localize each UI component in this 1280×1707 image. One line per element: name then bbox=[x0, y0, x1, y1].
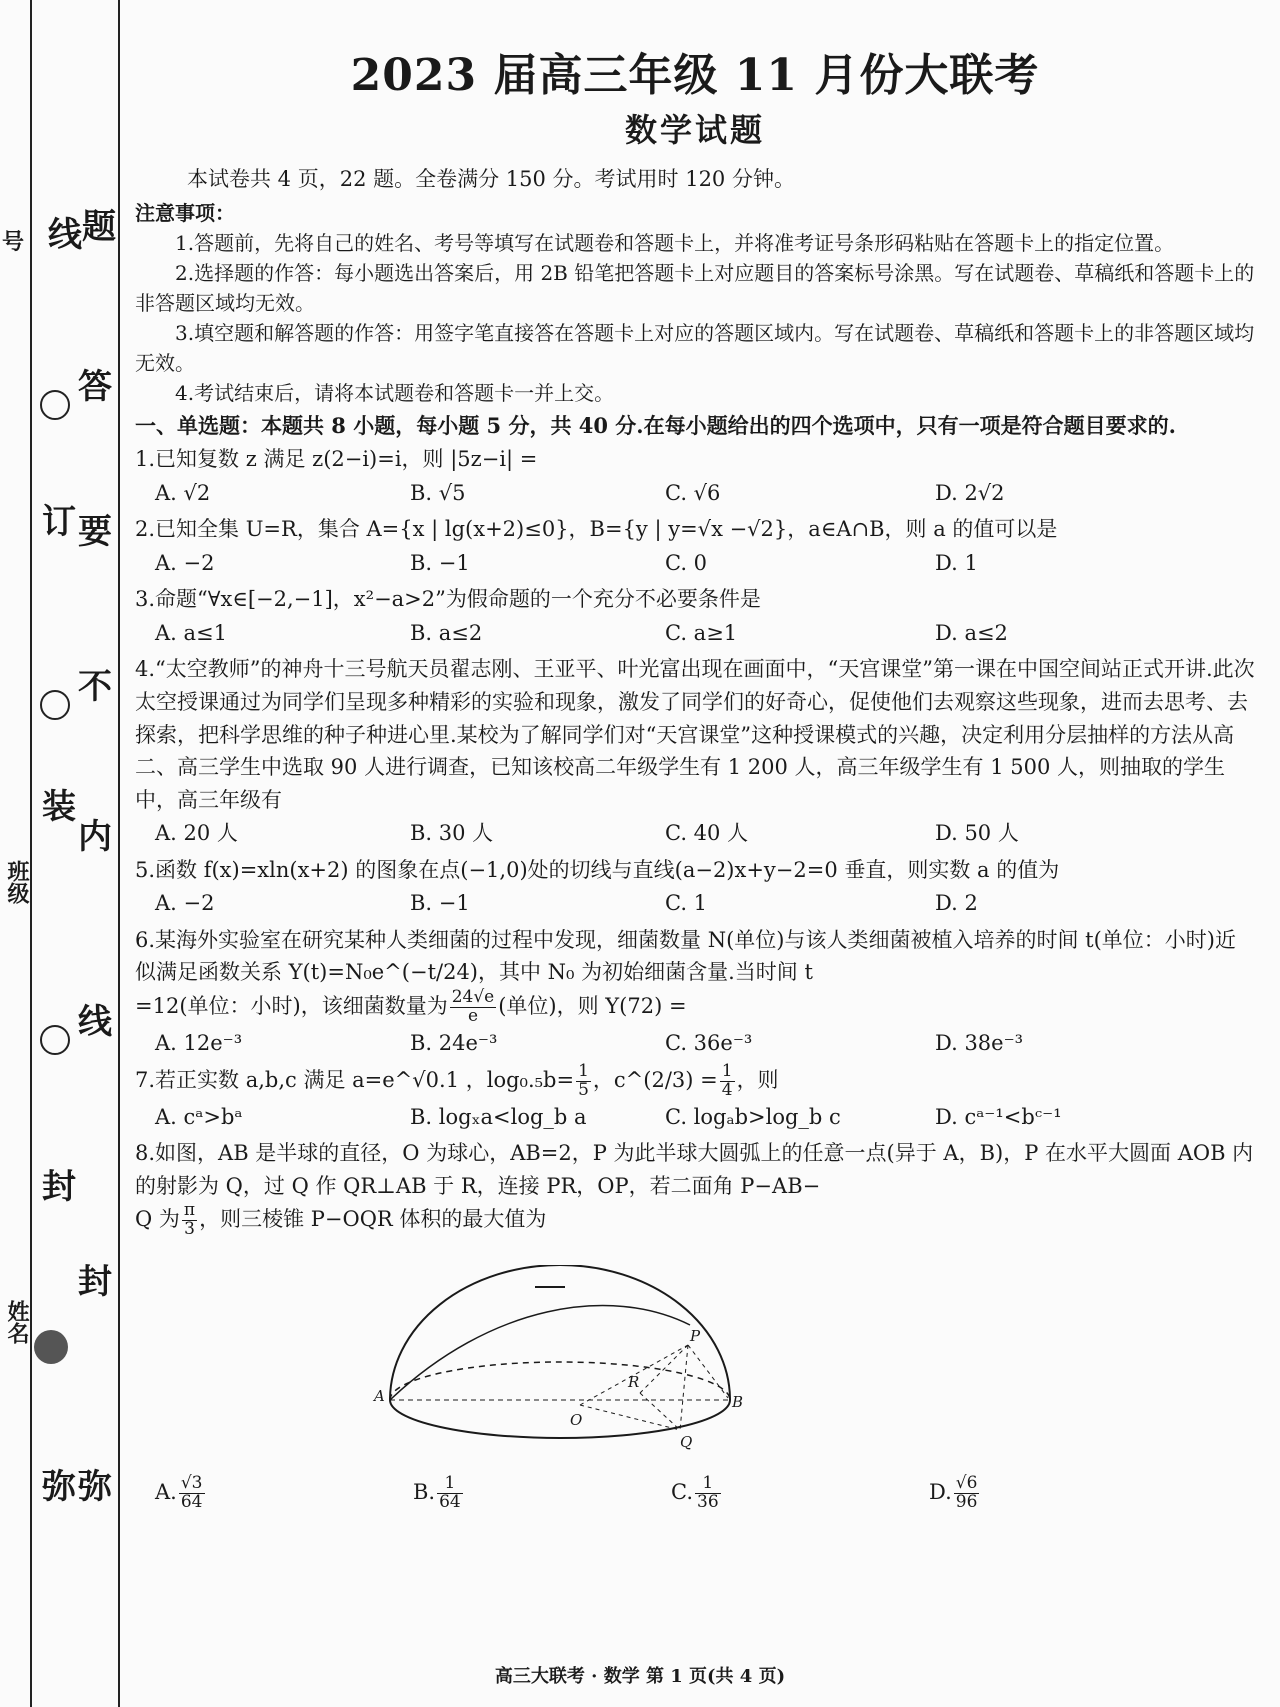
segment-pb bbox=[688, 1345, 728, 1398]
exam-page bbox=[135, 50, 1255, 1239]
question-7-text-c: ，则 bbox=[736, 1067, 779, 1092]
option-c: C. 1 bbox=[665, 891, 708, 916]
fraction bbox=[179, 1475, 205, 1512]
fraction-denominator: e bbox=[467, 1005, 478, 1026]
point-label-o: O bbox=[570, 1411, 583, 1429]
seal-char: 题 bbox=[82, 207, 116, 247]
fraction bbox=[576, 1063, 591, 1100]
seal-char: 线 bbox=[78, 1002, 112, 1042]
seal-char: 订 bbox=[42, 502, 76, 542]
fraction bbox=[182, 1202, 197, 1239]
note-item: 3.填空题和解答题的作答：用签字笔直接答在答题卡上对应的答题区域内。写在试题卷、草稿纸和答题卡上的非答题区域均无效。 bbox=[135, 320, 1255, 375]
seal-char: 要 bbox=[78, 512, 112, 552]
option-letter: A. bbox=[155, 1479, 177, 1504]
binding-field-number: 号 bbox=[2, 229, 25, 255]
hemisphere-arc bbox=[390, 1265, 730, 1400]
base-circle-back bbox=[390, 1362, 730, 1400]
fraction-numerator: √3 bbox=[180, 1473, 203, 1493]
fraction bbox=[954, 1475, 980, 1512]
segment-rq bbox=[640, 1393, 680, 1430]
question-2-stem: 2.已知全集 U=R，集合 A={x | lg(x+2)≤0}，B={y | y=√x −√2}，a∈A∩B，则 a 的值可以是 bbox=[135, 517, 1058, 542]
seal-circle bbox=[40, 390, 70, 420]
note-item: 4.考试结束后，请将本试题卷和答题卡一并上交。 bbox=[175, 380, 615, 405]
option-a: A. 12e⁻³ bbox=[155, 1030, 243, 1055]
option-c: C. logₐb>log_b c bbox=[665, 1104, 841, 1129]
option-c: C. 0 bbox=[665, 550, 708, 575]
seal-char: 不 bbox=[78, 667, 112, 707]
option-letter: B. bbox=[413, 1479, 436, 1504]
question-7-text-a: 7.若正实数 a,b,c 满足 a=e^√0.1 ，log₀.₅b= bbox=[135, 1067, 575, 1092]
option-letter: C. bbox=[671, 1479, 693, 1504]
seal-circle bbox=[40, 1025, 70, 1055]
option-d: D. 1 bbox=[935, 550, 978, 575]
option-b bbox=[413, 1475, 671, 1512]
binding-line-outer bbox=[30, 0, 32, 1707]
question-2-options bbox=[135, 548, 1255, 580]
seal-char: 封 bbox=[78, 1262, 112, 1302]
question-6-text-b: =12(单位：小时)，该细菌数量为 bbox=[135, 993, 448, 1018]
question-4-stem: 4.“太空教师”的神舟十三号航天员翟志刚、王亚平、叶光富出现在画面中，“天宫课堂”第一课在中国空间站正式开讲.此次太空授课通过为同学们呈现多种精彩的实验和现象，激发了同学们的好奇心，促使他们去观察这些现象，进而去思考、去探索，把科学思维的种子种进心里.某校为了解同学们对“天宫课堂”这种授课模式的兴趣，决定利用分层抽样的方法从高二、高三学生中选取 90 人进行调查，已知该校高二年级学生有 1 200 人，高三年级学生有 1 500 人，则抽取的学生中，高三年级有 bbox=[135, 657, 1255, 812]
option-a: A. 20 人 bbox=[155, 821, 238, 846]
hemisphere-figure bbox=[370, 1265, 750, 1465]
question-7-text-b: ，c^(2/3) = bbox=[592, 1067, 718, 1092]
point-label-a: A bbox=[374, 1387, 385, 1405]
fraction-numerator: 1 bbox=[721, 1061, 733, 1081]
question-8-options bbox=[155, 1475, 1187, 1512]
question-7-options bbox=[135, 1102, 1255, 1134]
option-c bbox=[671, 1475, 929, 1512]
seal-char: 装 bbox=[42, 787, 76, 827]
option-a bbox=[155, 1475, 413, 1512]
fraction bbox=[695, 1475, 721, 1512]
question-5-options bbox=[135, 888, 1255, 920]
question-3-stem: 3.命题“∀x∈[−2,−1]，x²−a>2”为假命题的一个充分不必要条件是 bbox=[135, 587, 761, 612]
question-1-stem: 1.已知复数 z 满足 z(2−i)=i，则 |5z−i| = bbox=[135, 447, 538, 472]
ink-blot bbox=[34, 1330, 68, 1364]
seal-char: 弥 bbox=[78, 1467, 112, 1507]
option-c: C. √6 bbox=[665, 480, 721, 505]
fraction-numerator: 1 bbox=[695, 1475, 721, 1494]
option-a: A. −2 bbox=[155, 891, 215, 916]
point-label-r: R bbox=[628, 1373, 640, 1391]
page-title: 2023 届高三年级 11 月份大联考 bbox=[350, 50, 1040, 101]
option-a: A. √2 bbox=[155, 480, 211, 505]
page-subtitle: 数学试题 bbox=[624, 110, 765, 149]
option-d: D. 38e⁻³ bbox=[935, 1030, 1024, 1055]
fraction-numerator: √6 bbox=[955, 1473, 978, 1493]
option-d bbox=[929, 1475, 1187, 1512]
segment-pq bbox=[680, 1345, 688, 1430]
note-item: 1.答题前，先将自己的姓名、考号等填写在试题卷和答题卡上，并将准考证号条形码粘贴在答题卡上的指定位置。 bbox=[175, 230, 1175, 255]
segment-oq bbox=[580, 1405, 680, 1430]
option-b: B. −1 bbox=[410, 891, 470, 916]
question-6-options bbox=[135, 1028, 1255, 1060]
option-b: B. a≤2 bbox=[410, 620, 483, 645]
fraction bbox=[720, 1063, 735, 1100]
option-b: B. −1 bbox=[410, 550, 470, 575]
seal-char: 内 bbox=[78, 817, 112, 857]
fraction-denominator: 4 bbox=[721, 1079, 733, 1100]
option-c: C. 36e⁻³ bbox=[665, 1030, 753, 1055]
option-c: C. a≥1 bbox=[665, 620, 738, 645]
notes-heading: 注意事项： bbox=[135, 200, 235, 225]
note-item: 2.选择题的作答：每小题选出答案后，用 2B 铅笔把答题卡上对应题目的答案标号涂黑。写在试题卷、草稿纸和答题卡上的非答题区域均无效。 bbox=[135, 260, 1255, 315]
seal-char: 封 bbox=[42, 1167, 76, 1207]
segment-pr bbox=[640, 1345, 688, 1393]
question-1-options bbox=[135, 478, 1255, 510]
question-4-options bbox=[135, 818, 1255, 850]
question-8-text-b: Q 为 bbox=[135, 1207, 180, 1232]
question-8-text-c: ，则三棱锥 P−OQR 体积的最大值为 bbox=[199, 1207, 547, 1232]
point-label-b: B bbox=[732, 1393, 744, 1411]
binding-margin bbox=[0, 0, 120, 1707]
option-a: A. a≤1 bbox=[155, 620, 227, 645]
option-b: B. √5 bbox=[410, 480, 466, 505]
point-label-q: Q bbox=[680, 1433, 693, 1451]
fraction-denominator: 5 bbox=[578, 1079, 589, 1100]
option-a: A. cᵃ>bᵃ bbox=[155, 1104, 243, 1129]
option-d: D. 2√2 bbox=[935, 480, 1005, 505]
fraction-denominator: 64 bbox=[439, 1491, 461, 1512]
base-circle-front bbox=[390, 1400, 730, 1438]
point-label-p: P bbox=[690, 1327, 701, 1345]
option-letter: D. bbox=[929, 1479, 952, 1504]
great-arc bbox=[390, 1306, 690, 1400]
fraction-numerator: π bbox=[183, 1200, 196, 1221]
option-d: D. 50 人 bbox=[935, 821, 1019, 846]
binding-field-class: 班级 bbox=[4, 860, 30, 904]
exam-intro: 本试卷共 4 页，22 题。全卷满分 150 分。考试用时 120 分钟。 bbox=[187, 166, 795, 191]
option-c: C. 40 人 bbox=[665, 821, 749, 846]
question-6-text-a: 6.某海外实验室在研究某种人类细菌的过程中发现，细菌数量 N(单位)与该人类细菌被植入培养的时间 t(单位：小时)近似满足函数关系 Y(t)=N₀e^(−t/24)，其中 N₀ 为初始细菌含量.当时间 t bbox=[135, 927, 1236, 985]
question-7-stem bbox=[135, 1063, 1255, 1100]
option-b: B. logₓa<log_b a bbox=[410, 1104, 587, 1129]
seal-char: 线 bbox=[48, 215, 82, 255]
question-8-stem bbox=[135, 1137, 1255, 1239]
question-3-options bbox=[135, 618, 1255, 650]
option-d: D. 2 bbox=[935, 891, 978, 916]
fraction-denominator: 3 bbox=[184, 1219, 195, 1240]
question-6-text-c: (单位)，则 Y(72) = bbox=[498, 993, 687, 1018]
seal-char: 答 bbox=[78, 367, 112, 407]
hemisphere-diagram bbox=[370, 1265, 750, 1465]
option-d: D. a≤2 bbox=[935, 620, 1008, 645]
fraction-denominator: 36 bbox=[697, 1491, 719, 1512]
binding-line-inner bbox=[118, 0, 120, 1707]
seal-char: 弥 bbox=[42, 1467, 76, 1507]
fraction-denominator: 64 bbox=[180, 1491, 203, 1512]
question-6-stem bbox=[135, 924, 1255, 1026]
fraction bbox=[450, 986, 497, 1026]
option-a: A. −2 bbox=[155, 550, 215, 575]
fraction-denominator: 96 bbox=[955, 1491, 978, 1512]
section-heading: 一、单选题：本题共 8 小题，每小题 5 分，共 40 分.在每小题给出的四个选项中，只有一项是符合题目要求的. bbox=[135, 412, 1176, 438]
fraction-numerator: 1 bbox=[437, 1475, 463, 1494]
option-b: B. 30 人 bbox=[410, 821, 494, 846]
fraction-numerator: 24√e bbox=[451, 986, 495, 1007]
seal-circle bbox=[40, 690, 70, 720]
option-b: B. 24e⁻³ bbox=[410, 1030, 498, 1055]
question-8-text-a: 8.如图，AB 是半球的直径，O 为球心，AB=2，P 为此半球大圆弧上的任意一点(异于 A，B)，P 在水平大圆面 AOB 内的射影为 Q，过 Q 作 QR⊥AB 于 R，连接 PR，OP，若二面角 P−AB− bbox=[135, 1141, 1254, 1198]
page-footer: 高三大联考 · 数学 第 1 页(共 4 页) bbox=[494, 1666, 786, 1687]
option-d: D. cᵃ⁻¹<bᶜ⁻¹ bbox=[935, 1104, 1062, 1129]
question-5-stem: 5.函数 f(x)=xln(x+2) 的图象在点(−1,0)处的切线与直线(a−2)x+y−2=0 垂直，则实数 a 的值为 bbox=[135, 857, 1060, 882]
fraction-numerator: 1 bbox=[578, 1061, 589, 1081]
fraction bbox=[437, 1475, 463, 1512]
binding-field-name: 姓名 bbox=[4, 1300, 30, 1344]
